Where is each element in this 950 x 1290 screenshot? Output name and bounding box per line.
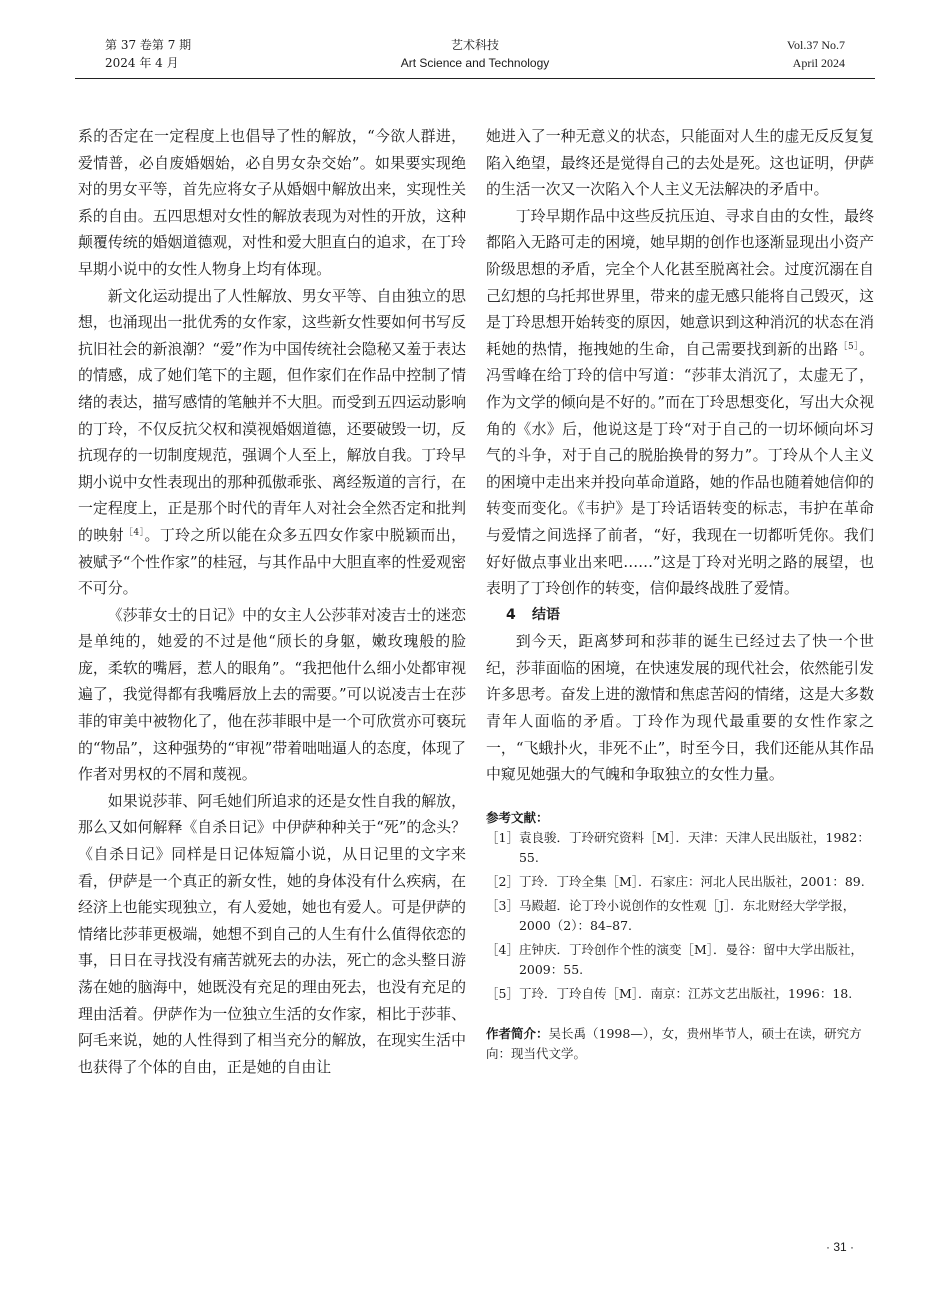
paragraph: 如果说莎菲、阿毛她们所追求的还是女性自我的解放，那么又如何解释《自杀日记》中伊萨种种关于“死”的念头？《自杀日记》同样是日记体短篇小说，从日记里的文字来看，伊萨是一个真正的新女性，她的身体没有什么疾病，在经济上也能实现独立，有人爱她，她也有爱人。可是伊萨的情绪比莎菲更极端，她想不到自己的人生有什么值得依恋的事，日日在寻找没有痛苦就死去的办法，死亡的念头整日游荡在她的脑海中，她既没有充足的理由死去，也没有充足的理由活着。伊萨作为一位独立生活的女作家，相比于莎菲、阿毛来说，她的人性得到了相当充分的解放，在现实生活中也获得了个体的自由，正是她的自由让 [78, 791, 466, 1076]
paragraph-text: 。丁玲之所以能在众多五四女作家中脱颖而出，被赋予“个性作家”的桂冠，与其作品中大胆直率的性爱观密不可分。 [78, 525, 466, 598]
reference-text: 庄钟庆．丁玲创作个性的演变［M］．曼谷：留中大学出版社，2009：55. [518, 941, 864, 977]
paragraph: 她进入了一种无意义的状态，只能面对人生的虚无反反复复陷入绝望，最终还是觉得自己的去处是死。这也证明，伊萨的生活一次又一次陷入个人主义无法解决的矛盾中。 [486, 127, 874, 199]
reference-number: ［5］ [486, 985, 519, 1001]
section-number: 4 [506, 606, 516, 623]
running-header [75, 36, 875, 79]
citation[interactable]: ［4］ [123, 527, 145, 538]
reference-text: 马殿超．论丁玲小说创作的女性观［J］．东北财经大学学报，2000（2）：84–87. [518, 897, 856, 933]
reference-item [486, 984, 874, 1004]
header-volume: 第 37 卷第 7 期 [105, 38, 192, 52]
page-number: · 31 · [825, 1240, 854, 1254]
paragraph [486, 203, 874, 602]
section-title: 结语 [532, 606, 560, 623]
reference-text: 丁玲．丁玲自传［M］．南京：江苏文艺出版社，1996：18. [518, 985, 853, 1001]
header-journal [75, 36, 875, 72]
header-volume-en [787, 36, 845, 72]
paragraph: 《莎菲女士的日记》中的女主人公莎菲对凌吉士的迷恋是单纯的，她爱的不过是他“颀长的身躯，嫩玫瑰般的脸庞，柔软的嘴唇，惹人的眼角”。“我把他什么细小处都审视遍了，我觉得都有我嘴唇放上去的需要。”可以说凌吉士在莎菲的审美中被物化了，他在莎菲眼中是一个可欣赏亦可亵玩的“物品”，这种强势的“审视”带着咄咄逼人的态度，体现了作者对男权的不屑和蔑视。 [78, 605, 466, 784]
reference-item [486, 940, 874, 980]
references-list [486, 828, 874, 1004]
paragraph-text: 。冯雪峰在给丁玲的信中写道：“莎菲太消沉了，太虚无了，作为文学的倾向是不好的。”而在丁玲思想变化，写出大众视角的《水》后，他说这是丁玲“对于自己的一切坏倾向坏习气的斗争，对于自己的脱胎换骨的努力”。丁玲从个人主义的困境中走出来并投向革命道路，她的作品也随着她信仰的转变而变化。《韦护》是丁玲话语转变的标志，韦护在革命与爱情之间选择了前者，“好，我现在一切都听凭你。我们好好做点事业出来吧……”这是丁玲对光明之路的展望，也表明了丁玲创作的转变，信仰最终战胜了爱情。 [486, 339, 874, 598]
reference-item [486, 896, 874, 936]
references-title: 参考文献： [486, 809, 549, 825]
header-journal-cn: 艺术科技 [450, 38, 499, 52]
author-bio-label: 作者简介： [486, 1025, 549, 1041]
header-date: 2024 年 4 月 [105, 56, 179, 70]
header-vol-no: Vol.37 No.7 [786, 38, 845, 52]
section-heading [486, 602, 874, 629]
author-bio-text: 吴长禹（1998—），女，贵州毕节人，硕士在读，研究方向：现当代文学。 [486, 1025, 862, 1061]
author-bio [486, 1024, 874, 1064]
left-column [78, 123, 466, 1080]
reference-number: ［1］ [486, 829, 519, 845]
reference-text: 丁玲．丁玲全集［M］．石家庄：河北人民出版社，2001：89. [518, 873, 865, 889]
paragraph: 系的否定在一定程度上也倡导了性的解放，“今欲人群进，爱情普，必自废婚姻始，必自男女杂交始”。如果要实现绝对的男女平等，首先应将女子从婚姻中解放出来，实现性关系的自由。五四思想对女性的解放表现为对性的开放，这种颠覆传统的婚姻道德观，对性和爱大胆直白的追求，在丁玲早期小说中的女性人物身上均有体现。 [78, 127, 466, 278]
citation[interactable]: ［5］ [838, 341, 860, 352]
paragraph [78, 283, 466, 602]
reference-text: 袁良骏．丁玲研究资料［M］．天津：天津人民出版社，1982：55. [518, 829, 870, 865]
right-column [486, 123, 874, 1064]
reference-item [486, 872, 874, 892]
paragraph: 到今天，距离梦珂和莎菲的诞生已经过去了快一个世纪，莎菲面临的困境，在快速发展的现代社会，依然能引发许多思考。奋发上进的激情和焦虑苦闷的情绪，这是大多数青年人面临的矛盾。丁玲作为现代最重要的女性作家之一，“飞蛾扑火，非死不止”，时至今日，我们还能从其作品中窥见她强大的气魄和争取独立的女性力量。 [486, 632, 874, 784]
reference-number: ［2］ [486, 873, 519, 889]
header-journal-en: Art Science and Technology [400, 56, 550, 70]
reference-number: ［3］ [486, 897, 519, 913]
reference-number: ［4］ [486, 941, 519, 957]
header-date-en: April 2024 [792, 56, 845, 70]
paragraph-text: 丁玲早期作品中这些反抗压迫、寻求自由的女性，最终都陷入无路可走的困境，她早期的创作也逐渐显现出小资产阶级思想的矛盾，完全个人化甚至脱离社会。过度沉溺在自己幻想的乌托邦世界里，带来的虚无感只能将自己毁灭，这是丁玲思想开始转变的原因，她意识到这种消沉的状态在消耗她的热情，拖拽她的生命，自己需要找到新的出路 [486, 206, 874, 358]
reference-item [486, 828, 874, 868]
paragraph-text: 新文化运动提出了人性解放、男女平等、自由独立的思想，也涌现出一批优秀的女作家，这些新女性要如何书写反抗旧社会的新浪潮？“爱”作为中国传统社会隐秘又羞于表达的情感，成了她们笔下的主题，但作家们在作品中控制了情绪的表达，描写感情的笔触并不大胆。而受到五四运动影响的丁玲，不仅反抗父权和漠视婚姻道德，还要破毁一切，反抗现存的一切制度规范，强调个人至上，解放自我。丁玲早期小说中女性表现出的那种孤傲乖张、离经叛道的言行，在一定程度上，正是那个时代的青年人对社会全然否定和批判的映射 [78, 286, 466, 544]
